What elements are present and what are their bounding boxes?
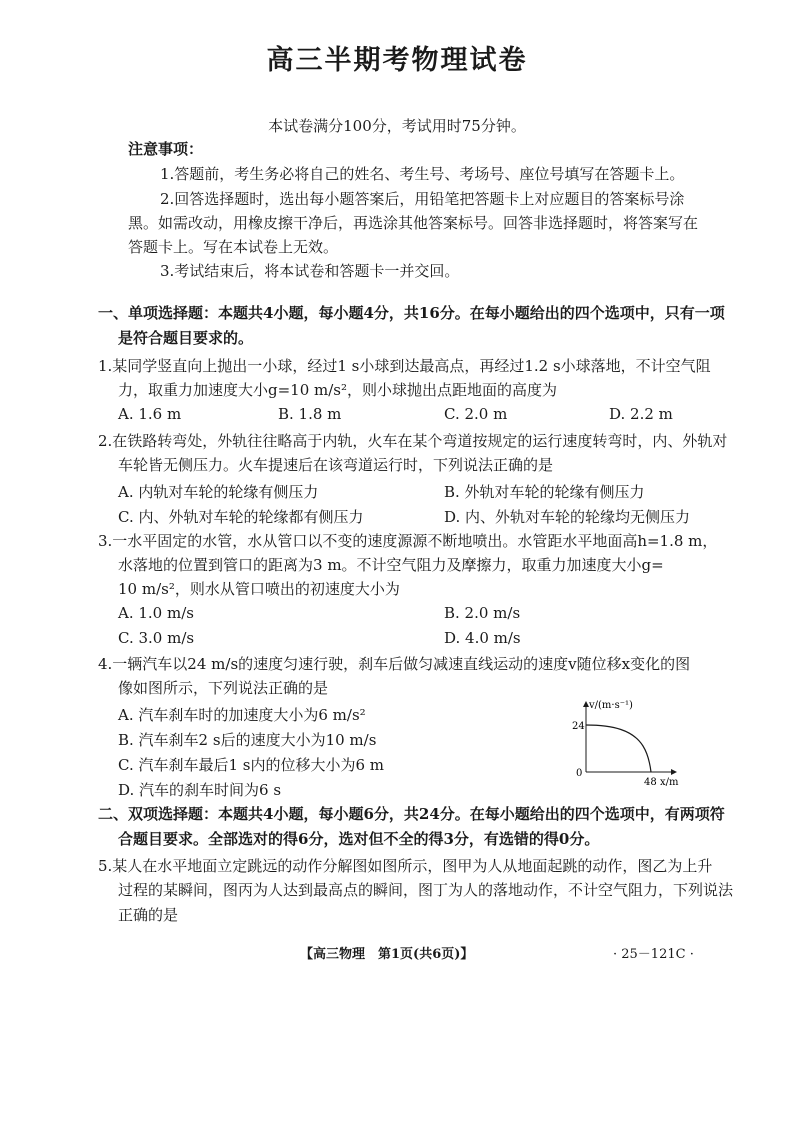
note-line: 1.答题前，考生务必将自己的姓名、考生号、考场号、座位号填写在答题卡上。 [160,165,685,183]
option-a: A. 汽车刹车时的加速度大小为6 m/s² [118,706,366,724]
section-heading: 一、单项选择题：本题共4小题，每小题4分，共16分。在每小题给出的四个选项中，只有一项 [98,304,725,322]
option-c: C. 汽车刹车最后1 s内的位移大小为6 m [118,756,385,774]
option-c: C. 2.0 m [444,405,508,423]
page-footer: 【高三物理 第1页(共6页)】 [300,947,474,962]
question-4-text: 4.一辆汽车以24 m/s的速度匀速行驶，刹车后做匀减速直线运动的速度v随位移x变化的图 [98,655,691,673]
question-4-text: 像如图所示，下列说法正确的是 [118,679,329,697]
option-b: B. 1.8 m [278,405,342,423]
page-title: 高三半期考物理试卷 [266,45,528,76]
question-5-text: 正确的是 [118,906,179,924]
section-heading: 二、双项选择题：本题共4小题，每小题6分，共24分。在每小题给出的四个选项中，有两项符 [98,805,725,823]
note-line: 3.考试结束后，将本试卷和答题卡一并交回。 [160,262,460,280]
y-tick-label: 24 [572,721,585,732]
question-1-text: 力，取重力加速度大小g=10 m/s²，则小球抛出点距地面的高度为 [118,381,558,399]
exam-code: · 25－121C · [613,947,694,962]
option-c: C. 内、外轨对车轮的轮缘都有侧压力 [118,508,364,526]
option-b: B. 2.0 m/s [444,604,521,622]
option-a: A. 1.6 m [118,405,182,423]
notes-heading: 注意事项： [128,140,204,158]
question-2-text: 2.在铁路转弯处，外轨往往略高于内轨，火车在某个弯道按规定的运行速度转弯时，内、外轨对 [98,432,728,450]
velocity-displacement-graph [568,696,688,788]
option-a: A. 1.0 m/s [118,604,194,622]
option-d: D. 2.2 m [609,405,673,423]
y-axis-label: v/(m·s⁻¹) [589,700,633,711]
section-heading: 是符合题目要求的。 [118,329,254,347]
option-a: A. 内轨对车轮的轮缘有侧压力 [118,483,319,501]
question-3-text: 水落地的位置到管口的距离为3 m。不计空气阻力及摩擦力，取重力加速度大小g= [118,556,664,574]
origin-label: 0 [576,768,583,779]
option-b: B. 外轨对车轮的轮缘有侧压力 [444,483,645,501]
question-3-text: 10 m/s²，则水从管口喷出的初速度大小为 [118,580,400,598]
option-c: C. 3.0 m/s [118,629,195,647]
question-1-text: 1.某同学竖直向上抛出一小球，经过1 s小球到达最高点，再经过1.2 s小球落地，不计空气阻 [98,357,711,375]
question-5-text: 过程的某瞬间，图丙为人达到最高点的瞬间，图丁为人的落地动作，不计空气阻力，下列说法 [118,881,734,899]
question-3-text: 3.一水平固定的水管，水从管口以不变的速度源源不断地喷出。水管距水平地面高h=1.8 m， [98,532,718,550]
question-2-text: 车轮皆无侧压力。火车提速后在该弯道运行时，下列说法正确的是 [118,456,554,474]
option-d: D. 汽车的刹车时间为6 s [118,781,282,799]
x-tick-label: 48 [644,777,657,788]
note-line: 2.回答选择题时，选出每小题答案后，用铅笔把答题卡上对应题目的答案标号涂 [160,190,685,208]
v-x-curve [586,725,651,772]
option-d: D. 内、外轨对车轮的轮缘均无侧压力 [444,508,691,526]
x-axis-label: x/m [660,777,679,788]
note-line: 黑。如需改动，用橡皮擦干净后，再选涂其他答案标号。回答非选择题时，将答案写在 [128,214,699,232]
section-heading: 合题目要求。全部选对的得6分，选对但不全的得3分，有选错的得0分。 [118,830,600,848]
option-b: B. 汽车刹车2 s后的速度大小为10 m/s [118,731,377,749]
exam-info: 本试卷满分100分，考试用时75分钟。 [268,117,526,135]
option-d: D. 4.0 m/s [444,629,521,647]
question-5-text: 5.某人在水平地面立定跳远的动作分解图如图所示，图甲为人从地面起跳的动作，图乙为上升 [98,857,713,875]
note-line: 答题卡上。写在本试卷上无效。 [128,238,339,256]
